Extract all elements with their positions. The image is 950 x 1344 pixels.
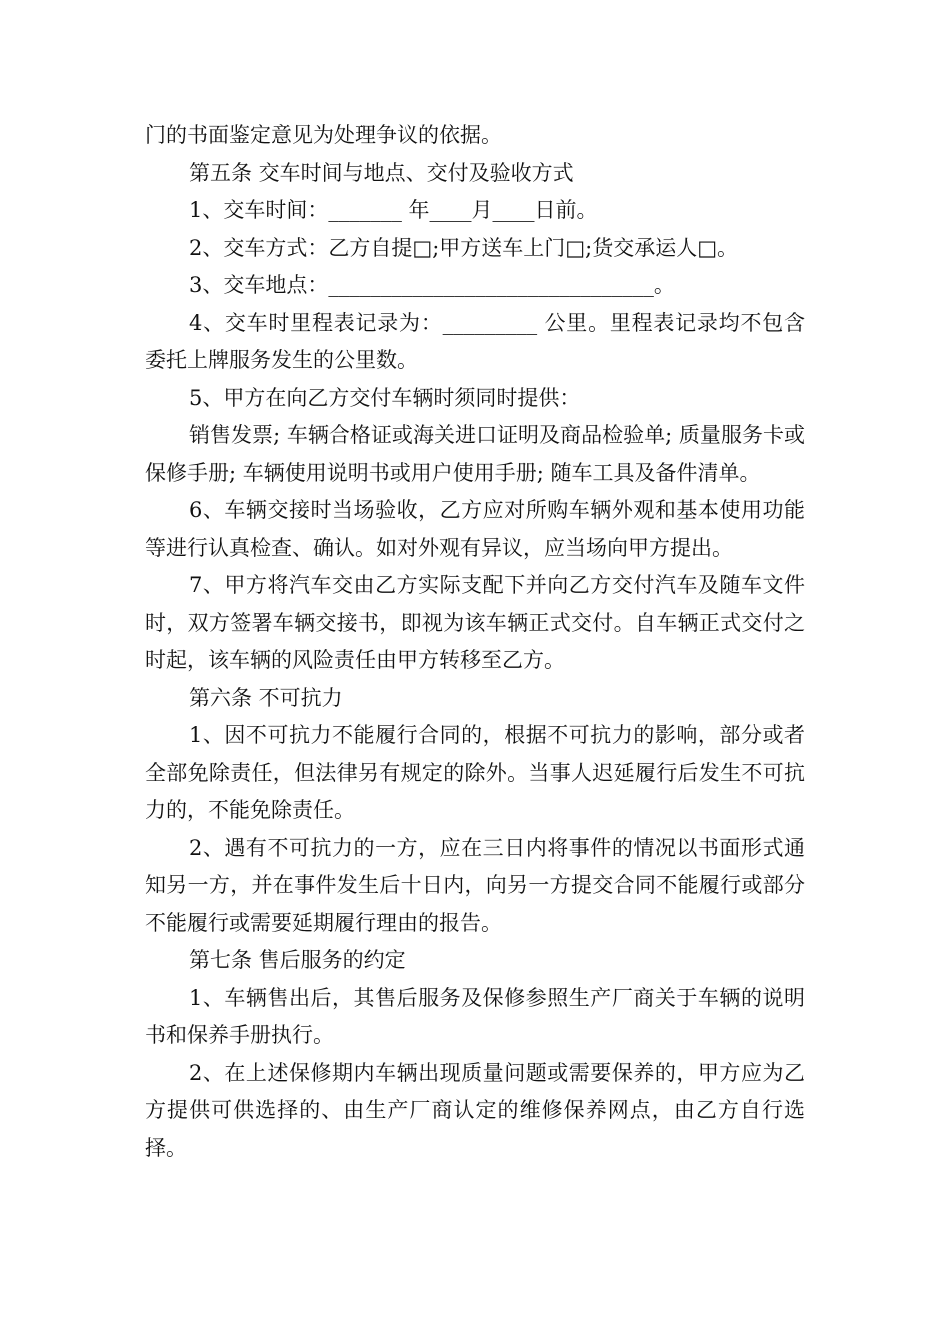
- documents-list: 销售发票; 车辆合格证或海关进口证明及商品检验单; 质量服务卡或保修手册; 车辆使用说明书或用户使用手册; 随车工具及备件清单。: [145, 423, 805, 485]
- after-sales-clause-1: 1、车辆售出后，其售后服务及保修参照生产厂商关于车辆的说明书和保养手册执行。: [145, 985, 805, 1047]
- article-6-heading: 第六条 不可抗力: [189, 685, 343, 710]
- article-7-heading: 第七条 售后服务的约定: [189, 948, 406, 972]
- delivery-method-clause: 2、交车方式：乙方自提□;甲方送车上门□;货交承运人□。: [189, 235, 739, 260]
- inspection-clause: 6、车辆交接时当场验收，乙方应对所购车辆外观和基本使用功能等进行认真检查、确认。如对外观有异议，应当场向甲方提出。: [145, 498, 805, 560]
- odometer-clause: 4、交车时里程表记录为：_________ 公里。里程表记录均不包含委托上牌服务发生的公里数。: [145, 310, 805, 372]
- handover-clause: 7、甲方将汽车交由乙方实际支配下并向乙方交付汽车及随车文件时，双方签署车辆交接书，即视为该车辆正式交付。自车辆正式交付之时起，该车辆的风险责任由甲方转移至乙方。: [145, 573, 805, 672]
- after-sales-clause-2: 2、在上述保修期内车辆出现质量问题或需要保养的，甲方应为乙方提供可供选择的、由生产厂商认定的维修保养网点，由乙方自行选择。: [145, 1060, 805, 1160]
- document-body: [145, 117, 805, 1167]
- delivery-location-clause: 3、交车地点：_______________________________。: [189, 273, 675, 297]
- force-majeure-clause-2: 2、遇有不可抗力的一方，应在三日内将事件的情况以书面形式通知另一方，并在事件发生后十日内，向另一方提交合同不能履行或部分不能履行或需要延期履行理由的报告。: [145, 835, 805, 935]
- paragraph-continuation: 门的书面鉴定意见为处理争议的依据。: [145, 123, 502, 147]
- article-5-heading: 第五条 交车时间与地点、交付及验收方式: [189, 160, 574, 185]
- documents-required-clause: 5、甲方在向乙方交付车辆时须同时提供：: [189, 385, 581, 410]
- delivery-time-clause: 1、交车时间：_______ 年____月____日前。: [189, 198, 598, 222]
- force-majeure-clause-1: 1、因不可抗力不能履行合同的，根据不可抗力的影响，部分或者全部免除责任，但法律另有规定的除外。当事人迟延履行后发生不可抗力的，不能免除责任。: [145, 723, 805, 822]
